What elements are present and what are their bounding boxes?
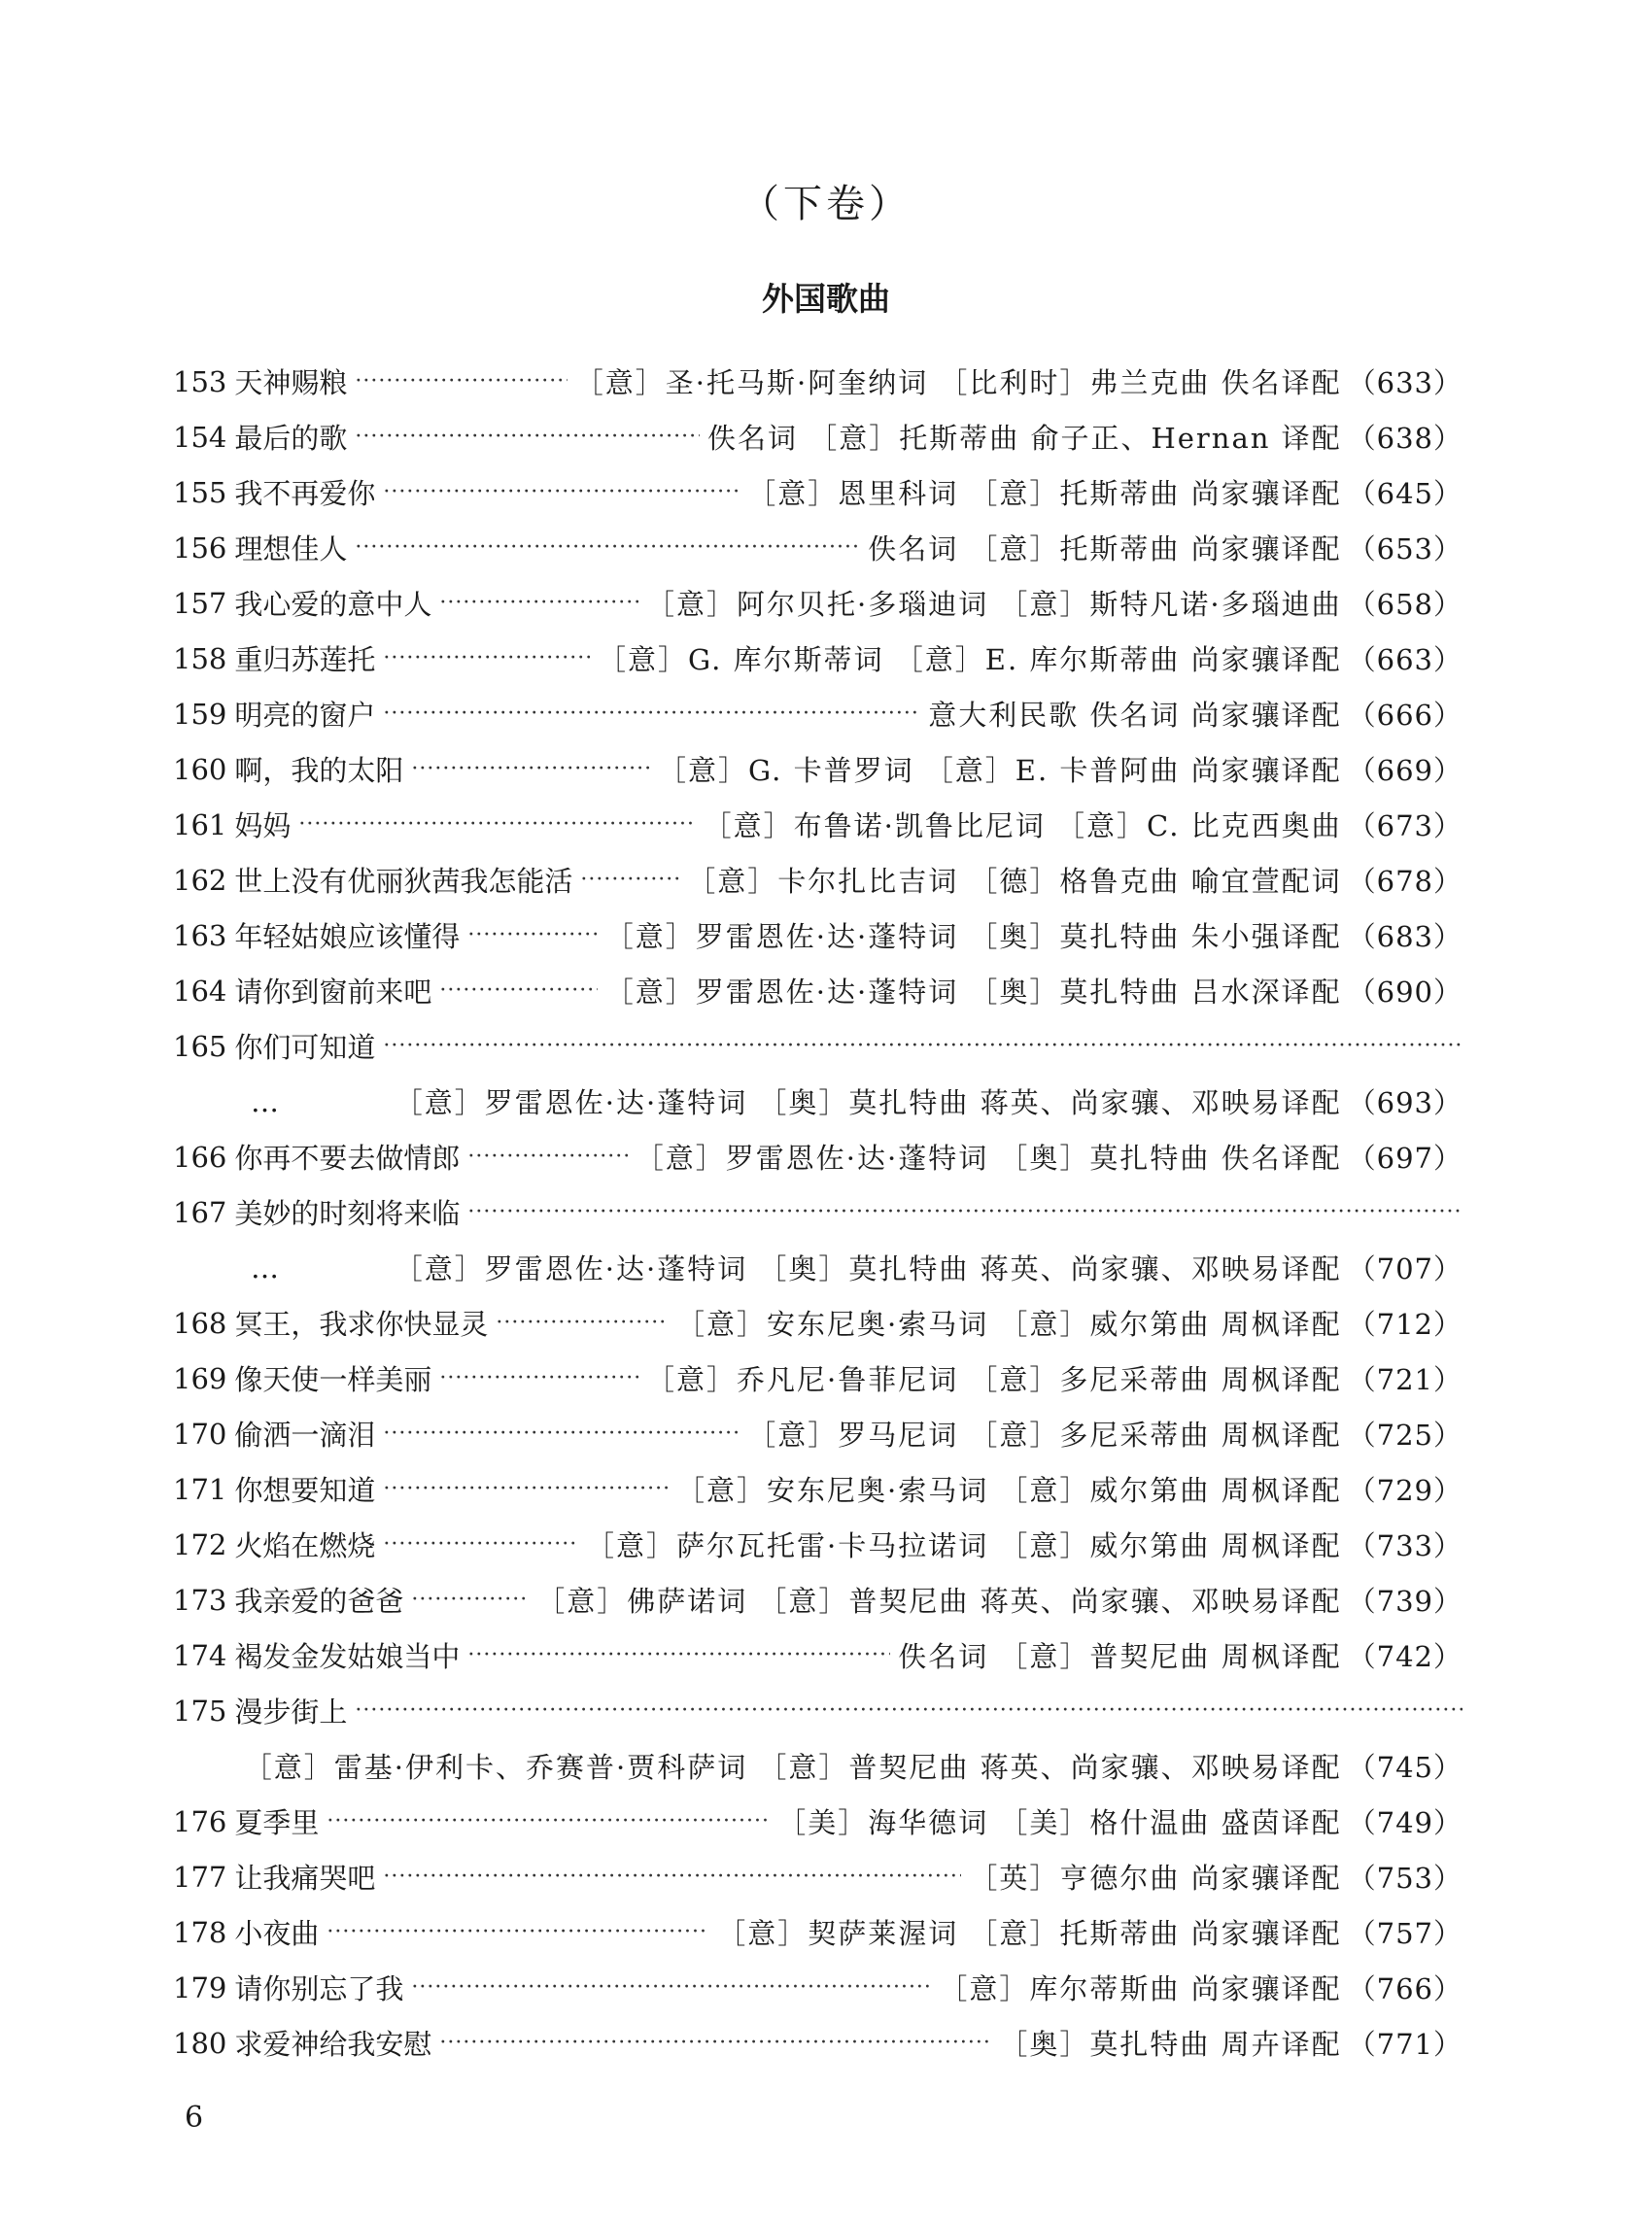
entry-number: 167 (173, 1195, 227, 1229)
entry-credits: 佚名词 ［意］普契尼曲 周枫译配 (898, 1640, 1342, 1673)
entry-credits: ［意］雷基·伊利卡、乔赛普·贾科萨词 ［意］普契尼曲 蒋英、尚家骧、邓映易译配 (243, 1751, 1342, 1784)
continuation-dots: … (251, 1250, 279, 1284)
entry-title: 最后的歌 (234, 422, 348, 455)
leader-dots (439, 591, 638, 615)
entry-page: （757） (1347, 1917, 1463, 1950)
toc-entry-continuation[interactable] (173, 1074, 1463, 1129)
entry-credits: ［奥］莫扎特曲 周卉译配 (999, 2028, 1342, 2061)
toc-entry[interactable] (173, 1794, 1463, 1849)
entry-credits: ［意］罗雷恩佐·达·蓬特词 ［奥］莫扎特曲 吕水深译配 (604, 976, 1342, 1009)
entry-number: 154 (173, 420, 227, 454)
entry-credits: ［意］罗马尼词 ［意］多尼采蒂曲 周枫译配 (747, 1419, 1342, 1452)
entry-page: （658） (1347, 588, 1463, 621)
toc-entry[interactable] (173, 1184, 1463, 1240)
entry-credits: ［意］契萨莱渥词 ［意］托斯蒂曲 尚家骧译配 (717, 1917, 1342, 1950)
entry-number: 156 (173, 531, 227, 565)
entry-title: 我不再爱你 (234, 477, 376, 510)
entry-page: （753） (1347, 1862, 1463, 1895)
leader-dots (383, 1477, 669, 1501)
entry-page: （729） (1347, 1474, 1463, 1507)
toc-entry[interactable] (173, 575, 1463, 631)
entry-credits: ［意］萨尔瓦托雷·卡马拉诺词 ［意］威尔第曲 周枫译配 (585, 1529, 1342, 1562)
entry-title: 理想佳人 (234, 532, 348, 565)
leader-dots (467, 1145, 627, 1169)
entry-credits: ［意］阿尔贝托·多瑙迪词 ［意］斯特凡诺·多瑙迪曲 (645, 588, 1342, 621)
entry-number: 166 (173, 1140, 227, 1174)
entry-credits: ［意］佛萨诺词 ［意］普契尼曲 蒋英、尚家骧、邓映易译配 (536, 1585, 1342, 1618)
leader-dots (383, 1034, 1463, 1058)
entry-title: 让我痛哭吧 (234, 1862, 376, 1895)
entry-number: 168 (173, 1306, 227, 1340)
leader-dots (467, 1200, 1463, 1224)
entry-page: （733） (1347, 1529, 1463, 1562)
entry-title: 妈妈 (234, 809, 292, 842)
toc-entry[interactable] (173, 686, 1463, 741)
entry-page: （712） (1347, 1308, 1463, 1341)
leader-dots (298, 812, 695, 837)
entry-title: 夏季里 (234, 1806, 320, 1839)
entry-credits: ［美］海华德词 ［美］格什温曲 盛茵译配 (777, 1806, 1342, 1839)
entry-number: 164 (173, 974, 227, 1008)
entry-page: （663） (1347, 643, 1463, 676)
leader-dots (327, 1920, 709, 1944)
entry-credits: ［意］布鲁诺·凯鲁比尼词 ［意］C. 比克西奥曲 (703, 809, 1342, 842)
entry-title: 像天使一样美丽 (234, 1363, 432, 1396)
entry-page: （638） (1347, 422, 1463, 455)
entry-title: 我亲爱的爸爸 (234, 1585, 404, 1618)
entry-number: 175 (173, 1694, 227, 1728)
table-of-contents (173, 354, 1463, 2071)
entry-credits: ［意］罗雷恩佐·达·蓬特词 ［奥］莫扎特曲 蒋英、尚家骧、邓映易译配 (394, 1252, 1342, 1285)
toc-entry[interactable] (173, 1627, 1463, 1683)
leader-dots (580, 868, 679, 892)
leader-dots (383, 646, 590, 670)
entry-number: 153 (173, 364, 227, 398)
entry-number: 174 (173, 1638, 227, 1672)
toc-entry[interactable] (173, 1295, 1463, 1351)
toc-entry[interactable] (173, 1904, 1463, 1960)
entry-number: 162 (173, 863, 227, 897)
entry-page: （678） (1347, 865, 1463, 898)
entry-number: 170 (173, 1417, 227, 1451)
entry-title: 请你到窗前来吧 (234, 976, 432, 1009)
toc-entry[interactable] (173, 520, 1463, 575)
entry-page: （742） (1347, 1640, 1463, 1673)
entry-title: 小夜曲 (234, 1917, 320, 1950)
entry-credits: 意大利民歌 佚名词 尚家骧译配 (928, 699, 1342, 732)
entry-number: 173 (173, 1583, 227, 1617)
entry-page: （683） (1347, 920, 1463, 953)
leader-dots (411, 757, 650, 781)
leader-dots (355, 369, 567, 394)
entry-number: 178 (173, 1915, 227, 1949)
entry-credits: ［意］G. 卡普罗词 ［意］E. 卡普阿曲 尚家骧译配 (658, 754, 1342, 787)
leader-dots (355, 1698, 1463, 1723)
entry-title: 请你别忘了我 (234, 1972, 404, 2005)
entry-title: 求爱神给我安慰 (234, 2028, 432, 2061)
toc-entry[interactable] (173, 963, 1463, 1018)
entry-title: 啊，我的太阳 (234, 754, 404, 787)
entry-number: 159 (173, 697, 227, 731)
entry-credits: ［意］G. 库尔斯蒂词 ［意］E. 库尔斯蒂曲 尚家骧译配 (598, 643, 1342, 676)
toc-entry[interactable] (173, 1406, 1463, 1461)
leader-dots (467, 1643, 890, 1667)
entry-number: 155 (173, 475, 227, 509)
toc-entry[interactable] (173, 908, 1463, 963)
entry-page: （666） (1347, 699, 1463, 732)
leader-dots (411, 1588, 529, 1612)
entry-credits: ［英］亨德尔曲 尚家骧译配 (969, 1862, 1342, 1895)
entry-page: （749） (1347, 1806, 1463, 1839)
entry-title: 年轻姑娘应该懂得 (234, 920, 461, 953)
toc-entry[interactable] (173, 852, 1463, 908)
volume-title: （下卷） (740, 182, 912, 226)
leader-dots (467, 923, 597, 947)
entry-credits: ［意］安东尼奥·索马词 ［意］威尔第曲 周枫译配 (675, 1308, 1342, 1341)
entry-number: 157 (173, 586, 227, 620)
entry-page: （645） (1347, 477, 1463, 510)
toc-entry[interactable] (173, 1572, 1463, 1627)
entry-page: （673） (1347, 809, 1463, 842)
entry-title: 你们可知道 (234, 1031, 376, 1064)
toc-entry[interactable] (173, 1960, 1463, 2015)
entry-number: 180 (173, 2026, 227, 2060)
toc-entry[interactable] (173, 1129, 1463, 1184)
toc-entry[interactable] (173, 741, 1463, 797)
entry-page: （693） (1347, 1086, 1463, 1119)
entry-number: 169 (173, 1361, 227, 1395)
entry-credits: 佚名词 ［意］托斯蒂曲 尚家骧译配 (868, 532, 1342, 565)
entry-credits: ［意］罗雷恩佐·达·蓬特词 ［奥］莫扎特曲 蒋英、尚家骧、邓映易译配 (394, 1086, 1342, 1119)
entry-credits: ［意］罗雷恩佐·达·蓬特词 ［奥］莫扎特曲 朱小强译配 (604, 920, 1342, 953)
entry-title: 天神赐粮 (234, 366, 348, 399)
entry-page: （669） (1347, 754, 1463, 787)
entry-page: （771） (1347, 2028, 1463, 2061)
toc-entry[interactable] (173, 1461, 1463, 1517)
entry-title: 明亮的窗户 (234, 699, 376, 732)
entry-credits: ［意］圣·托马斯·阿奎纳词 ［比利时］弗兰克曲 佚名译配 (574, 366, 1342, 399)
entry-number: 163 (173, 918, 227, 952)
entry-number: 161 (173, 807, 227, 841)
entry-number: 172 (173, 1527, 227, 1561)
toc-entry[interactable] (173, 1351, 1463, 1406)
entry-number: 176 (173, 1804, 227, 1838)
leader-dots (411, 1975, 931, 2000)
entry-page: （697） (1347, 1142, 1463, 1175)
leader-dots (327, 1809, 770, 1833)
page-number: 6 (185, 2101, 204, 2135)
toc-entry[interactable] (173, 631, 1463, 686)
entry-page: （766） (1347, 1972, 1463, 2005)
entry-credits: ［意］卡尔扎比吉词 ［德］格鲁克曲 喻宜萱配词 (687, 865, 1342, 898)
entry-page: （707） (1347, 1252, 1463, 1285)
entry-title: 偷洒一滴泪 (234, 1419, 376, 1452)
entry-page: （739） (1347, 1585, 1463, 1618)
entry-title: 冥王，我求你快显灵 (234, 1308, 489, 1341)
leader-dots (383, 702, 920, 726)
entry-credits: ［意］安东尼奥·索马词 ［意］威尔第曲 周枫译配 (675, 1474, 1342, 1507)
entry-number: 165 (173, 1029, 227, 1063)
entry-credits: ［意］罗雷恩佐·达·蓬特词 ［奥］莫扎特曲 佚名译配 (635, 1142, 1342, 1175)
entry-page: （745） (1347, 1751, 1463, 1784)
entry-number: 160 (173, 752, 227, 786)
leader-dots (439, 978, 597, 1003)
entry-page: （690） (1347, 976, 1463, 1009)
leader-dots (355, 535, 860, 560)
entry-page: （725） (1347, 1419, 1463, 1452)
entry-title: 美妙的时刻将来临 (234, 1197, 461, 1230)
toc-entry[interactable] (173, 409, 1463, 464)
leader-dots (439, 1366, 638, 1390)
continuation-dots: … (251, 1084, 279, 1118)
entry-page: （653） (1347, 532, 1463, 565)
toc-entry-continuation[interactable] (173, 1738, 1463, 1794)
entry-number: 179 (173, 1970, 227, 2004)
entry-number: 177 (173, 1860, 227, 1894)
entry-title: 你再不要去做情郎 (234, 1142, 461, 1175)
toc-entry[interactable] (173, 1849, 1463, 1904)
entry-title: 漫步街上 (234, 1695, 348, 1729)
toc-entry[interactable] (173, 464, 1463, 520)
entry-credits: 佚名词 ［意］托斯蒂曲 俞子正、Hernan 译配 (707, 422, 1342, 455)
entry-number: 158 (173, 641, 227, 675)
section-title: 外国歌曲 (762, 280, 890, 318)
leader-dots (439, 2031, 991, 2055)
toc-entry[interactable] (173, 1517, 1463, 1572)
toc-entry[interactable] (173, 1018, 1463, 1074)
toc-entry[interactable] (173, 354, 1463, 409)
entry-credits: ［意］乔凡尼·鲁菲尼词 ［意］多尼采蒂曲 周枫译配 (645, 1363, 1342, 1396)
leader-dots (383, 1865, 961, 1889)
entry-title: 你想要知道 (234, 1474, 376, 1507)
leader-dots (383, 1532, 578, 1557)
entry-title: 重归苏莲托 (234, 643, 376, 676)
leader-dots (383, 480, 740, 504)
toc-entry[interactable] (173, 1683, 1463, 1738)
entry-title: 世上没有优丽狄茜我怎能活 (234, 865, 573, 898)
entry-credits: ［意］恩里科词 ［意］托斯蒂曲 尚家骧译配 (747, 477, 1342, 510)
toc-entry[interactable] (173, 2015, 1463, 2071)
entry-credits: ［意］库尔蒂斯曲 尚家骧译配 (939, 1972, 1342, 2005)
entry-page: （633） (1347, 366, 1463, 399)
entry-title: 我心爱的意中人 (234, 588, 432, 621)
entry-number: 171 (173, 1472, 227, 1506)
toc-entry-continuation[interactable] (173, 1240, 1463, 1295)
toc-entry[interactable] (173, 797, 1463, 852)
leader-dots (383, 1421, 740, 1446)
entry-title: 火焰在燃烧 (234, 1529, 376, 1562)
leader-dots (355, 425, 700, 449)
entry-title: 褐发金发姑娘当中 (234, 1640, 461, 1673)
entry-page: （721） (1347, 1363, 1463, 1396)
leader-dots (496, 1311, 669, 1335)
